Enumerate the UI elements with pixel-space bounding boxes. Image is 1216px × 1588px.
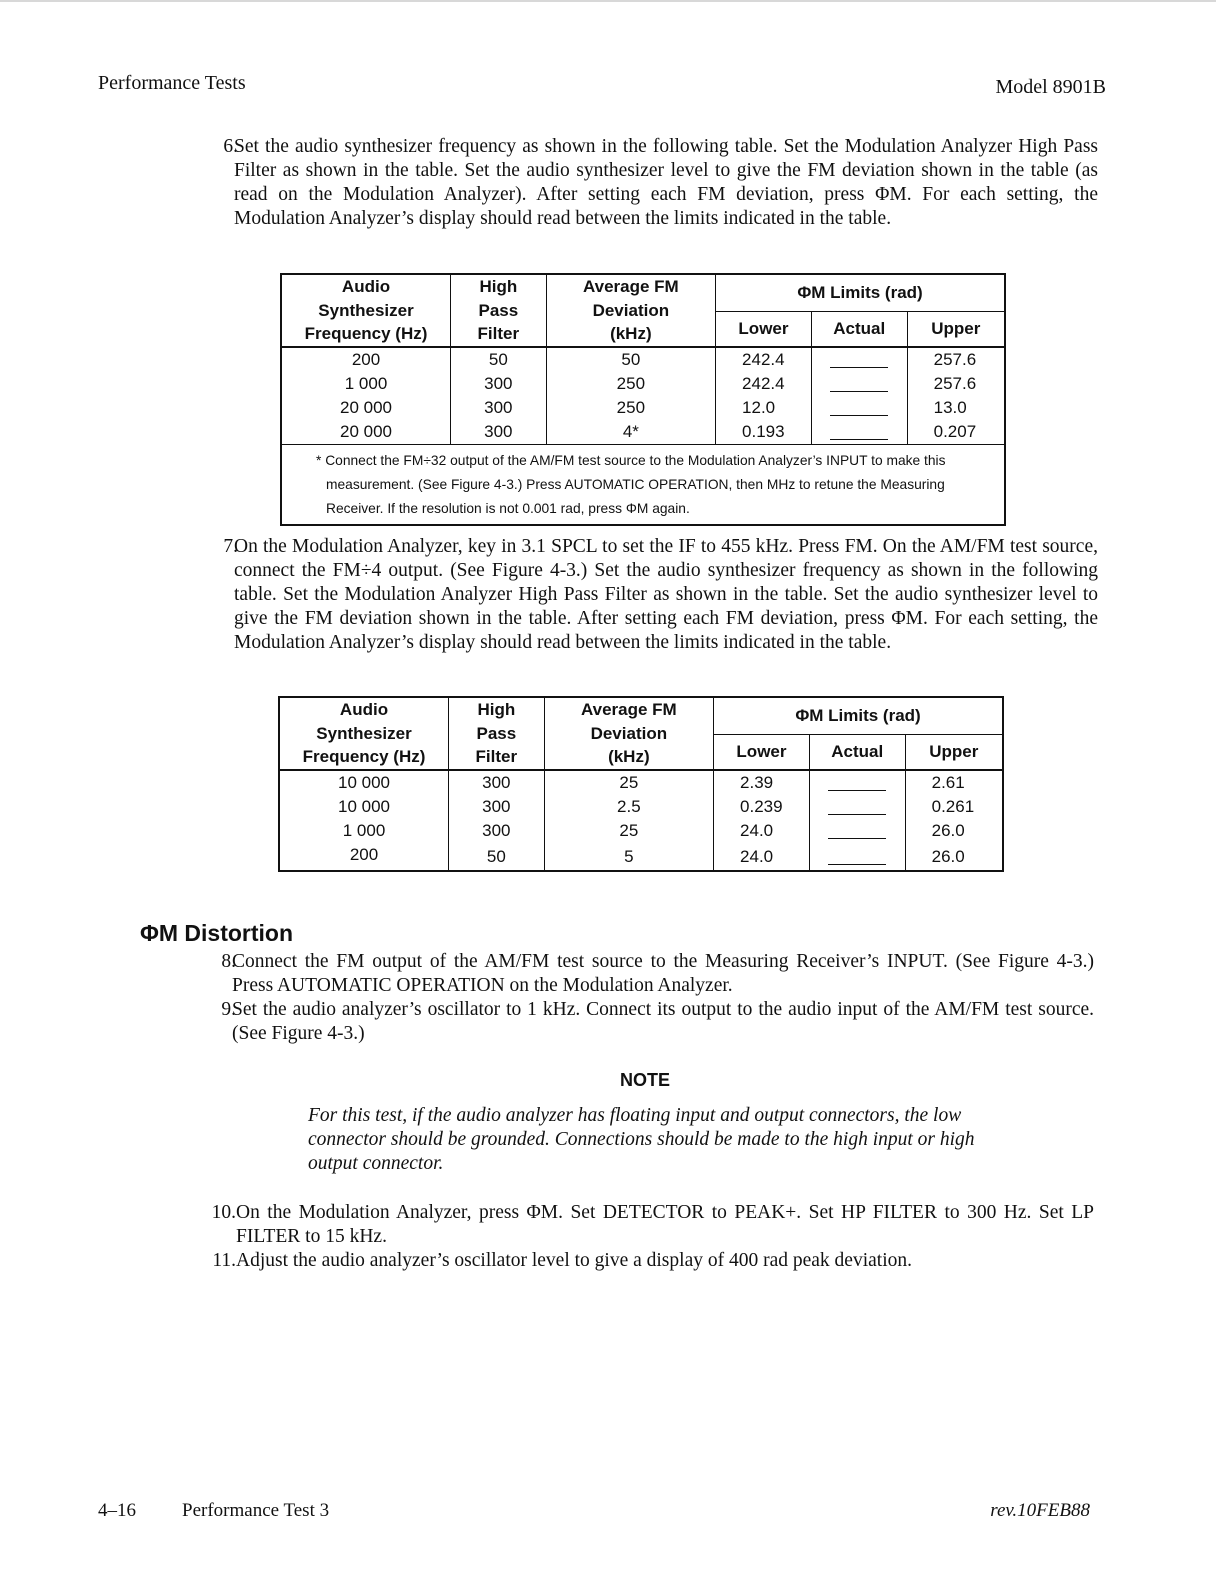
step-6-number: 6. <box>223 136 238 157</box>
cell-lower: 12.0 <box>716 396 812 420</box>
step-11-number: 11. <box>212 1250 236 1271</box>
cell-actual <box>809 770 905 795</box>
actual-blank <box>828 800 886 815</box>
col-actual-header: Actual <box>811 312 907 348</box>
cell-actual <box>809 843 905 871</box>
cell-actual <box>811 396 907 420</box>
note-title: NOTE <box>619 1070 670 1090</box>
step-10-text: On the Modulation Analyzer, press ΦM. Set DETECTOR to PEAK+. Set HP FILTER to 300 Hz. Set LP FILTER to 15 kHz. <box>236 1202 1094 1247</box>
step-11 <box>208 1249 1094 1273</box>
header-model: Model 8901B <box>995 76 1106 98</box>
col-actual-header: Actual <box>809 735 905 771</box>
table-row <box>281 396 1005 420</box>
cell-deviation: 250 <box>546 396 715 420</box>
cell-lower: 24.0 <box>714 843 810 871</box>
step-8-number: 8. <box>221 951 236 972</box>
cell-upper: 257.6 <box>907 372 1005 396</box>
cell-upper: 0.261 <box>905 795 1003 819</box>
cell-actual <box>811 372 907 396</box>
cell-deviation: 25 <box>544 819 713 843</box>
col-lower-header: Lower <box>716 312 812 348</box>
col-audio-frequency-header: Audio Synthesizer Frequency (Hz) <box>281 274 451 347</box>
cell-lower: 0.193 <box>716 420 812 445</box>
table-row <box>281 347 1005 372</box>
cell-deviation: 5 <box>544 843 713 871</box>
cell-frequency: 1 000 <box>344 374 388 393</box>
step-8-text: Connect the FM output of the AM/FM test source to the Measuring Receiver’s INPUT. (See Figure 4-3.) Press AUTOMATIC OPERATION on the Modulation Analyzer. <box>232 951 1094 996</box>
step-9-text: Set the audio analyzer’s oscillator to 1 kHz. Connect its output to the audio input of the AM/FM test source. (See Figure 4-3.) <box>232 999 1094 1044</box>
phim-limits-header: ΦM Limits (rad) <box>716 274 1005 312</box>
cell-lower: 242.4 <box>716 347 812 372</box>
page-top-rule <box>0 0 1216 2</box>
col-fm-deviation-header: Average FM Deviation (kHz) <box>546 274 715 347</box>
col-fm-deviation-header: Average FM Deviation (kHz) <box>544 697 713 770</box>
phim-limits-header: ΦM Limits (rad) <box>714 697 1003 735</box>
step-11-text: Adjust the audio analyzer’s oscillator level to give a display of 400 rad peak deviation. <box>236 1250 912 1271</box>
cell-filter: 300 <box>451 372 547 396</box>
cell-deviation: 250 <box>546 372 715 396</box>
table-row <box>279 843 1003 871</box>
cell-lower: 2.39 <box>714 770 810 795</box>
actual-blank <box>828 776 886 791</box>
cell-upper: 0.207 <box>907 420 1005 445</box>
cell-deviation: 50 <box>546 347 715 372</box>
actual-blank <box>830 377 888 392</box>
cell-deviation: 25 <box>544 770 713 795</box>
step-8 <box>208 950 1094 998</box>
note-text: For this test, if the audio analyzer has floating input and output connectors, the low connector should be grounded. Connections should be made to the high input or high output connector. <box>308 1105 975 1174</box>
table-footnote: * Connect the FM÷32 output of the AM/FM test source to the Modulation Analyzer’s INPUT to make this measurement. (See Figure 4-3.) Press AUTOMATIC OPERATION, then MHz to retune the Measuring Receiver. If the resolution is not 0.001 rad, press ΦM again. <box>281 445 1005 526</box>
col-audio-frequency-header: Audio Synthesizer Frequency (Hz) <box>279 697 449 770</box>
col-high-pass-filter-header: High Pass Filter <box>451 274 547 347</box>
cell-filter: 50 <box>451 347 547 372</box>
phim-limits-table-1 <box>280 273 1006 526</box>
cell-filter: 50 <box>449 843 545 871</box>
cell-filter: 300 <box>451 420 547 445</box>
cell-filter: 300 <box>449 819 545 843</box>
cell-actual <box>811 420 907 445</box>
table-row <box>281 420 1005 445</box>
cell-upper: 26.0 <box>905 843 1003 871</box>
col-upper-header: Upper <box>907 312 1005 348</box>
cell-frequency: 10 000 <box>338 797 390 816</box>
cell-filter: 300 <box>451 396 547 420</box>
cell-lower: 0.239 <box>714 795 810 819</box>
cell-frequency: 200 <box>351 350 381 369</box>
step-10 <box>208 1201 1094 1249</box>
step-7-text: On the Modulation Analyzer, key in 3.1 SPCL to set the IF to 455 kHz. Press FM. On the AM/FM test source, connect the FM÷4 output. (See Figure 4-3.) Set the audio synthesizer frequency as shown in the following table. Set the Modulation Analyzer High Pass Filter as shown in the table. Set the audio synthesizer level to give the FM deviation shown in the table. After setting each FM deviation, press ΦM. For each setting, the Modulation Analyzer’s display should read between the limits indicated in the table. <box>234 536 1098 653</box>
cell-upper: 257.6 <box>907 347 1005 372</box>
section-heading-phim-distortion: ΦM Distortion <box>140 920 294 946</box>
step-6-text: Set the audio synthesizer frequency as shown in the following table. Set the Modulation Analyzer High Pass Filter as shown in the table. Set the audio synthesizer level to give the FM deviation shown in the table (as read on the Modulation Analyzer). After setting each FM deviation, press ΦM. For each setting, the Modulation Analyzer’s display should read between the limits indicated in the table. <box>234 136 1098 229</box>
actual-blank <box>830 353 888 368</box>
table-row <box>281 372 1005 396</box>
actual-blank <box>830 425 888 440</box>
cell-actual <box>811 347 907 372</box>
step-7-number: 7. <box>223 536 238 557</box>
cell-lower: 242.4 <box>716 372 812 396</box>
step-7 <box>210 535 1098 655</box>
step-6 <box>210 135 1098 231</box>
footer-revision: rev.10FEB88 <box>990 1500 1090 1521</box>
cell-upper: 2.61 <box>905 770 1003 795</box>
step-10-number: 10. <box>211 1202 236 1223</box>
col-lower-header: Lower <box>714 735 810 771</box>
col-upper-header: Upper <box>905 735 1003 771</box>
step-9-number: 9. <box>221 999 236 1020</box>
footer-page-number: 4–16 <box>98 1500 136 1521</box>
table-row <box>279 770 1003 795</box>
cell-frequency: 20 000 <box>340 398 392 417</box>
table-row <box>279 795 1003 819</box>
actual-blank <box>828 824 886 839</box>
step-9 <box>208 998 1094 1046</box>
cell-frequency: 200 <box>349 845 379 864</box>
header-section-title: Performance Tests <box>98 72 246 94</box>
cell-frequency: 1 000 <box>342 821 386 840</box>
cell-actual <box>809 795 905 819</box>
cell-lower: 24.0 <box>714 819 810 843</box>
cell-frequency: 10 000 <box>338 773 390 792</box>
cell-filter: 300 <box>449 770 545 795</box>
actual-blank <box>830 401 888 416</box>
phim-limits-table-2 <box>278 696 1004 872</box>
footer-title: Performance Test 3 <box>182 1500 330 1521</box>
cell-actual <box>809 819 905 843</box>
cell-filter: 300 <box>449 795 545 819</box>
cell-frequency: 20 000 <box>340 422 392 441</box>
cell-upper: 26.0 <box>905 819 1003 843</box>
col-high-pass-filter-header: High Pass Filter <box>449 697 545 770</box>
table-row <box>279 819 1003 843</box>
actual-blank <box>828 850 886 865</box>
cell-deviation: 2.5 <box>544 795 713 819</box>
cell-deviation: 4* <box>546 420 715 445</box>
cell-upper: 13.0 <box>907 396 1005 420</box>
